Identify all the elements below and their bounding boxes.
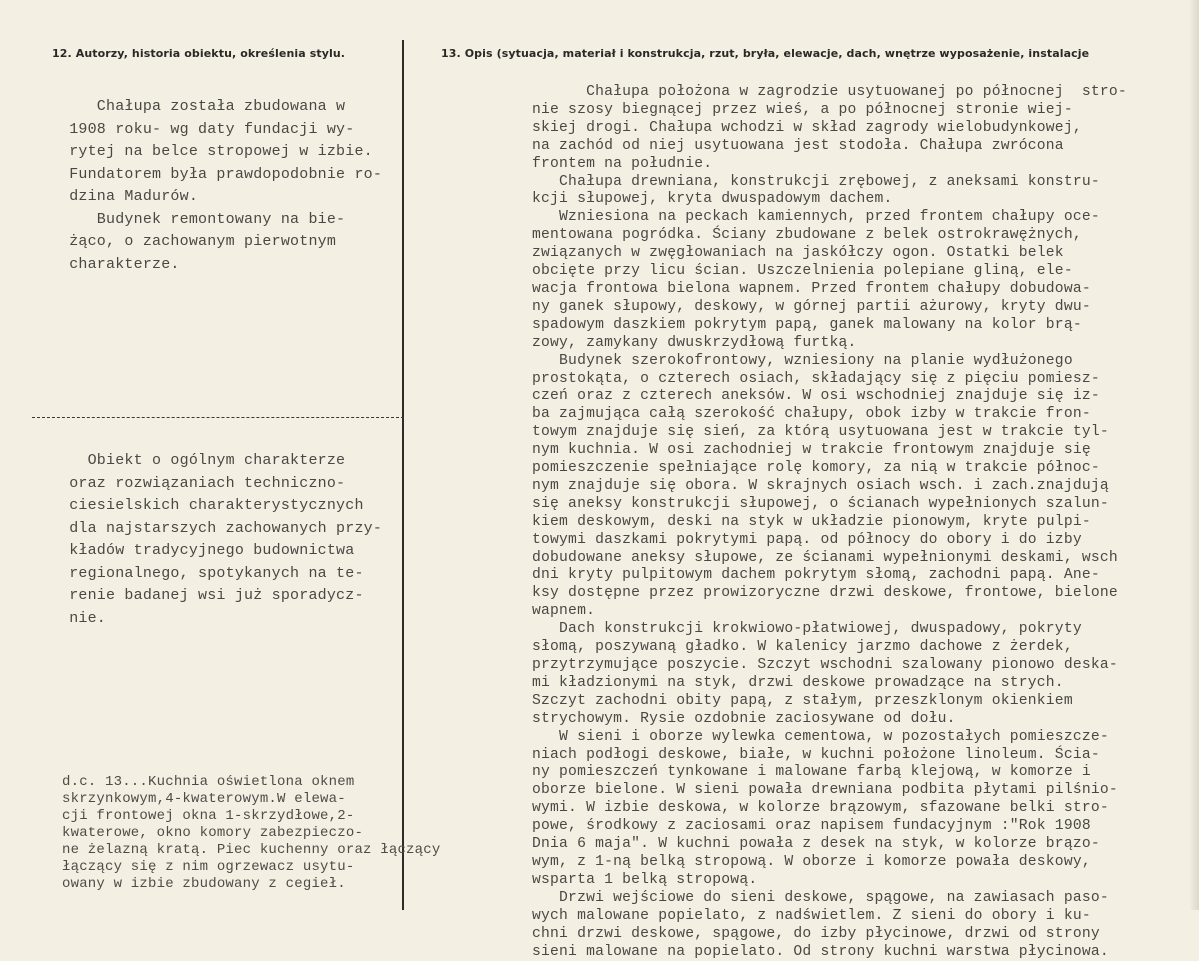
- left-section-divider: [32, 417, 404, 418]
- section-13-header: 13. Opis (sytuacja, materiał i konstrukcja, rzut, bryła, elewacje, dach, wnętrze wyposażenie, instalacje: [441, 47, 1090, 60]
- page-edge-shadow: [1189, 0, 1199, 910]
- continuation-note: d.c. 13...Kuchnia oświetlona oknem skrzynkowym,4-kwaterowym.W elewa- cji frontowej okna 1-skrzydłowe,2- kwaterowe, okno komory zabezpieczo- ne żelazną kratą. Piec kuchenny oraz łączący łączący się z nim ogrzewacz usytu- owany w izbie zbudowany z cegieł.: [62, 774, 441, 892]
- section-12-header: 12. Autorzy, historia obiektu, określenia stylu.: [52, 47, 346, 60]
- history-text: Chałupa została zbudowana w 1908 roku- wg daty fundacji wy- rytej na belce stropowej w izbie. Fundatorem była prawdopodobnie ro- dzina Madurów. Budynek remontowany na bie- żąco, o zachowanym pierwotnym charakterze.: [69, 98, 383, 273]
- description-text: Chałupa położona w zagrodzie usytuowanej po północnej stro- nie szosy biegnącej przez wieś, a po północnej stronie wiej- skiej drogi. Chałupa wchodzi w skład zagrody wielobudynkowej, na zachód od niej usytuowana jest stodoła. Chałupa zwrócona frontem na południe. Chałupa drewniana, konstrukcji zrębowej, z aneksami konstru- kcji słupowej, kryta dwuspadowym dachem. Wzniesiona na peckach kamiennych, przed frontem chałupy oce- mentowana pogródka. Ściany zbudowane z belek ostrokrawężnych, związanych w zwęgłowaniach na jaskółczy ogon. Ostatki belek obcięte przy licu ścian. Uszczelnienia polepiane gliną, ele- wacja frontowa bielona wapnem. Przed frontem chałupy dobudowa- ny ganek słupowy, deskowy, w górnej partii ażurowy, kryty dwu- spadowym daszkiem pokrytym papą, ganek malowany na kolor brą- zowy, zamykany dwuskrzydłową furtką. Budynek szerokofrontowy, wzniesiony na planie wydłużonego prostokąta, o czterech osiach, składający się z pięciu pomiesz- czeń oraz z czterech aneksów. W osi wschodniej znajduje się iz- ba zajmująca całą szerokość chałupy, obok izby w trakcie fron- towym znajduje się sień, za którą usytuowana jest w trakcie tyl- nym kuchnia. W osi zachodniej w trakcie frontowym znajduje się pomieszczenie spełniające rolę komory, za nią w trakcie północ- nym znajduje się obora. W skrajnych osiach wsch. i zach.znajdują się aneksy konstrukcji słupowej, o ścianach wypełnionych szalun- kiem deskowym, deski na styk w układzie pionowym, kryte pulpi- towymi daszkami pokrytymi papą. od północy do obory i do izby dobudowane aneksy słupowe, ze ścianami wypełnionymi deskami, wsch dni kryty pulpitowym dachem pokrytym słomą, zachodni papą. Ane- ksy dostępne przez prowizoryczne drzwi deskowe, frontowe, bielone wapnem. Dach konstrukcji krokwiowo-płatwiowej, dwuspadowy, pokryty słomą, poszywaną gładko. W kalenicy jarzmo dachowe z żerdek, przytrzymujące poszycie. Szczyt wschodni szalowany pionowo deska- mi kładzionymi na styk, drzwi deskowe prowadzące na strych. Szczyt zachodni obity papą, z stałym, przeszklonym okienkiem strychowym. Rysie ozdobnie zaciosywane od dołu. W sieni i oborze wylewka cementowa, w pozostałych pomieszcze- niach podłogi deskowe, białe, w kuchni położone linoleum. Ścia- ny pomieszczeń tynkowane i malowane farbą klejową, w komorze i oborze bielone. W sieni powała drewniana podbita płytami pilśnio- wymi. W izbie deskowa, w kolorze brązowym, sfazowane belki stro- powe, środkowy z zaciosami oraz napisem fundacyjnym :"Rok 1908 Dnia 6 maja". W kuchni powała z desek na styk, w kolorze brązo- wym, z 1-ną belką stropową. W oborze i komorze powała deskowy, wsparta 1 belką stropową. Drzwi wejściowe do sieni deskowe, spągowe, na zawiasach paso- wych malowane popielato, z nadświetlem. Z sieni do obory i ku- chni drzwi deskowe, spągowe, do izby płycinowe, drzwi od strony sieni malowane na popielato. Od strony kuchni warstwa płycinowa.: [532, 84, 1127, 960]
- style-text: Obiekt o ogólnym charakterze oraz rozwiązaniach techniczno- ciesielskich charakterystycznych dla najstarszych zachowanych przy- kładów tradycyjnego budownictwa regionalnego, spotykanych na te- renie badanej wsi już sporadycz- nie.: [69, 452, 383, 627]
